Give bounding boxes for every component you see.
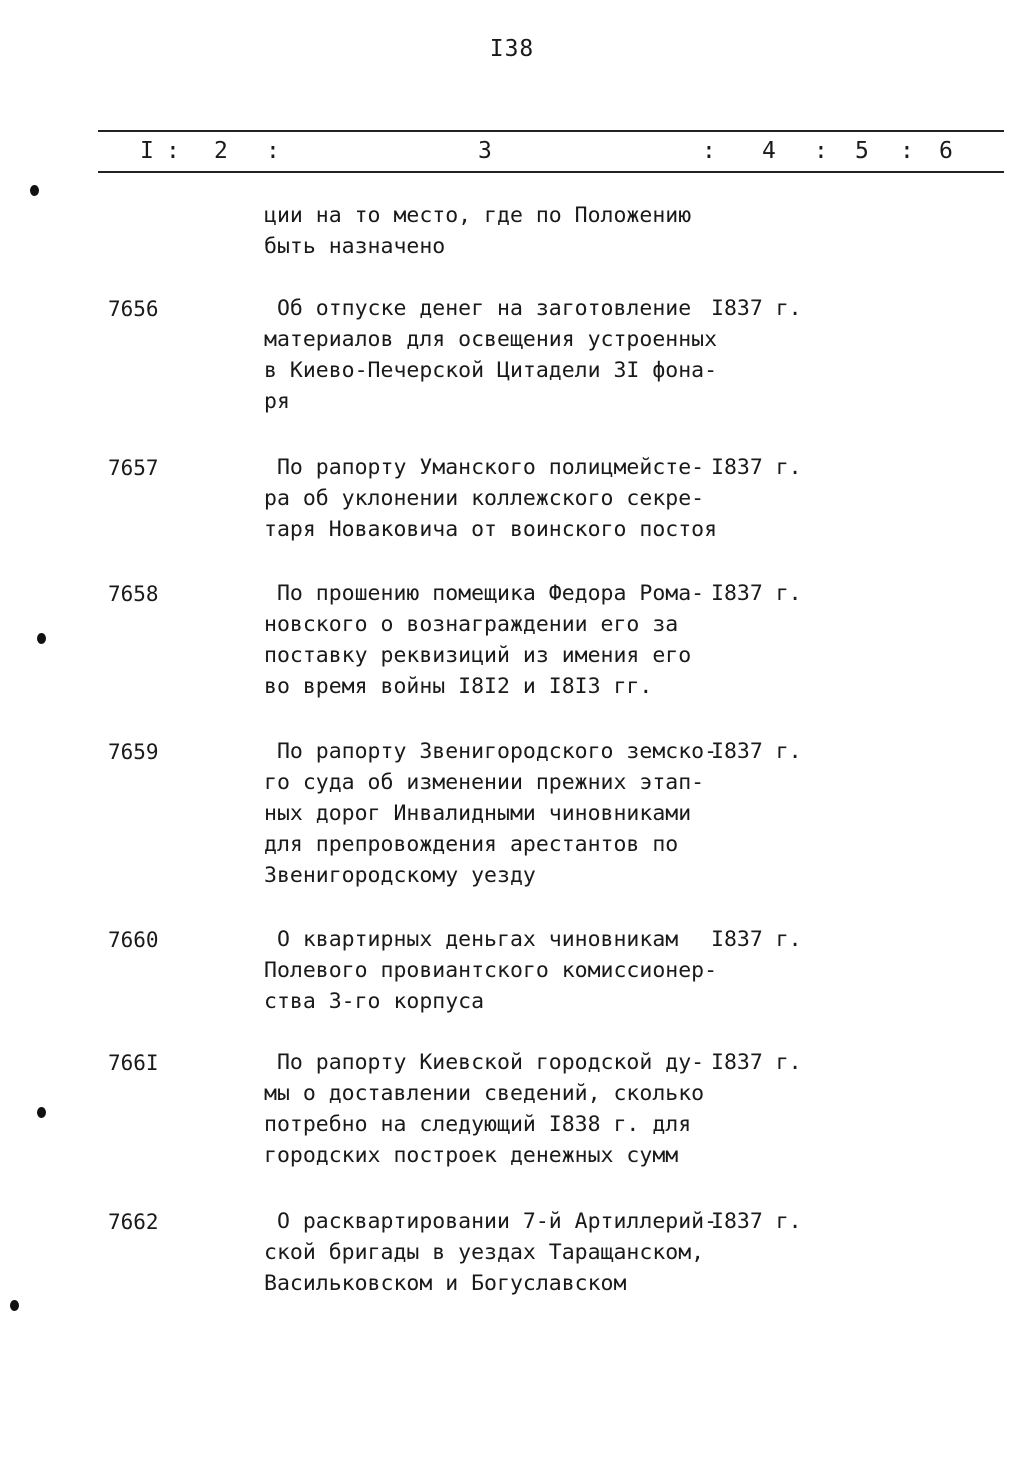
record-description <box>264 924 717 1017</box>
record-year: I837 г. <box>711 927 802 952</box>
text-line: для препровождения арестантов по <box>264 832 679 857</box>
record-year: I837 г. <box>711 581 802 606</box>
record-year: I837 г. <box>711 1050 802 1075</box>
text-line: городских построек денежных сумм <box>264 1143 679 1168</box>
record-number: 7659 <box>108 740 159 764</box>
column-separator: : <box>900 138 914 164</box>
text-line: быть назначено <box>264 234 446 259</box>
record-number: 766I <box>108 1051 159 1075</box>
binding-hole-mark <box>30 185 39 196</box>
record-year: I837 г. <box>711 1209 802 1234</box>
text-line: О расквартировании 7-й Артиллерий- <box>264 1209 718 1234</box>
text-line: во время войны I8I2 и I8I3 гг. <box>264 674 653 699</box>
page-number: I38 <box>489 36 535 62</box>
record-description <box>264 736 717 891</box>
text-line: По рапорту Киевской городской ду- <box>264 1050 705 1075</box>
record-number: 7662 <box>108 1210 159 1234</box>
text-line: По рапорту Звенигородского земско- <box>264 739 718 764</box>
record-number: 7657 <box>108 456 159 480</box>
column-separator: : <box>702 138 716 164</box>
binding-hole-mark <box>37 1107 46 1118</box>
text-line: О квартирных деньгах чиновникам <box>264 927 679 952</box>
table-header-bottom-rule <box>98 171 1004 173</box>
column-header-3: 3 <box>478 138 492 164</box>
record-description <box>264 1047 704 1171</box>
text-line: Васильковском и Богуславском <box>264 1271 627 1296</box>
record-number: 7658 <box>108 582 159 606</box>
record-description <box>264 578 704 702</box>
column-separator: : <box>166 138 180 164</box>
text-line: ра об уклонении коллежского секре- <box>264 486 705 511</box>
binding-hole-mark <box>37 633 46 644</box>
record-description <box>264 293 717 417</box>
text-line: ных дорог Инвалидными чиновниками <box>264 801 692 826</box>
text-line: материалов для освещения устроенных <box>264 327 718 352</box>
record-description <box>264 1206 717 1299</box>
column-separator: : <box>814 138 828 164</box>
text-line: в Киево-Печерской Цитадели 3I фона- <box>264 358 718 383</box>
record-year: I837 г. <box>711 739 802 764</box>
text-line: таря Новаковича от воинского постоя <box>264 517 718 542</box>
text-line: По прошению помещика Федора Рома- <box>264 581 705 606</box>
record-number: 7660 <box>108 928 159 952</box>
column-separator: : <box>266 138 280 164</box>
text-line: Звенигородскому уезду <box>264 863 536 888</box>
column-header-6: 6 <box>939 138 953 164</box>
text-line: ской бригады в уездах Таращанском, <box>264 1240 705 1265</box>
text-line: го суда об изменении прежних этап- <box>264 770 705 795</box>
record-year: I837 г. <box>711 296 802 321</box>
record-description <box>264 452 717 545</box>
column-header-2: 2 <box>214 138 228 164</box>
text-line: Об отпуске денег на заготовление <box>264 296 692 321</box>
binding-hole-mark <box>10 1300 19 1311</box>
record-year: I837 г. <box>711 455 802 480</box>
text-line: ства 3-го корпуса <box>264 989 485 1014</box>
text-line: Полевого провиантского комиссионер- <box>264 958 718 983</box>
text-line: поставку реквизиций из имения его <box>264 643 692 668</box>
column-header-1: I <box>140 138 154 164</box>
record-number: 7656 <box>108 297 159 321</box>
column-header-5: 5 <box>855 138 869 164</box>
column-header-4: 4 <box>762 138 776 164</box>
text-line: новского о вознаграждении его за <box>264 612 679 637</box>
text-line: По рапорту Уманского полицмейсте- <box>264 455 705 480</box>
text-line: ря <box>264 389 290 414</box>
continuation-text <box>264 200 691 262</box>
table-header-top-rule <box>98 130 1004 132</box>
text-line: потребно на следующий I838 г. для <box>264 1112 692 1137</box>
text-line: мы о доставлении сведений, сколько <box>264 1081 705 1106</box>
text-line: ции на то место, где по Положению <box>264 203 692 228</box>
